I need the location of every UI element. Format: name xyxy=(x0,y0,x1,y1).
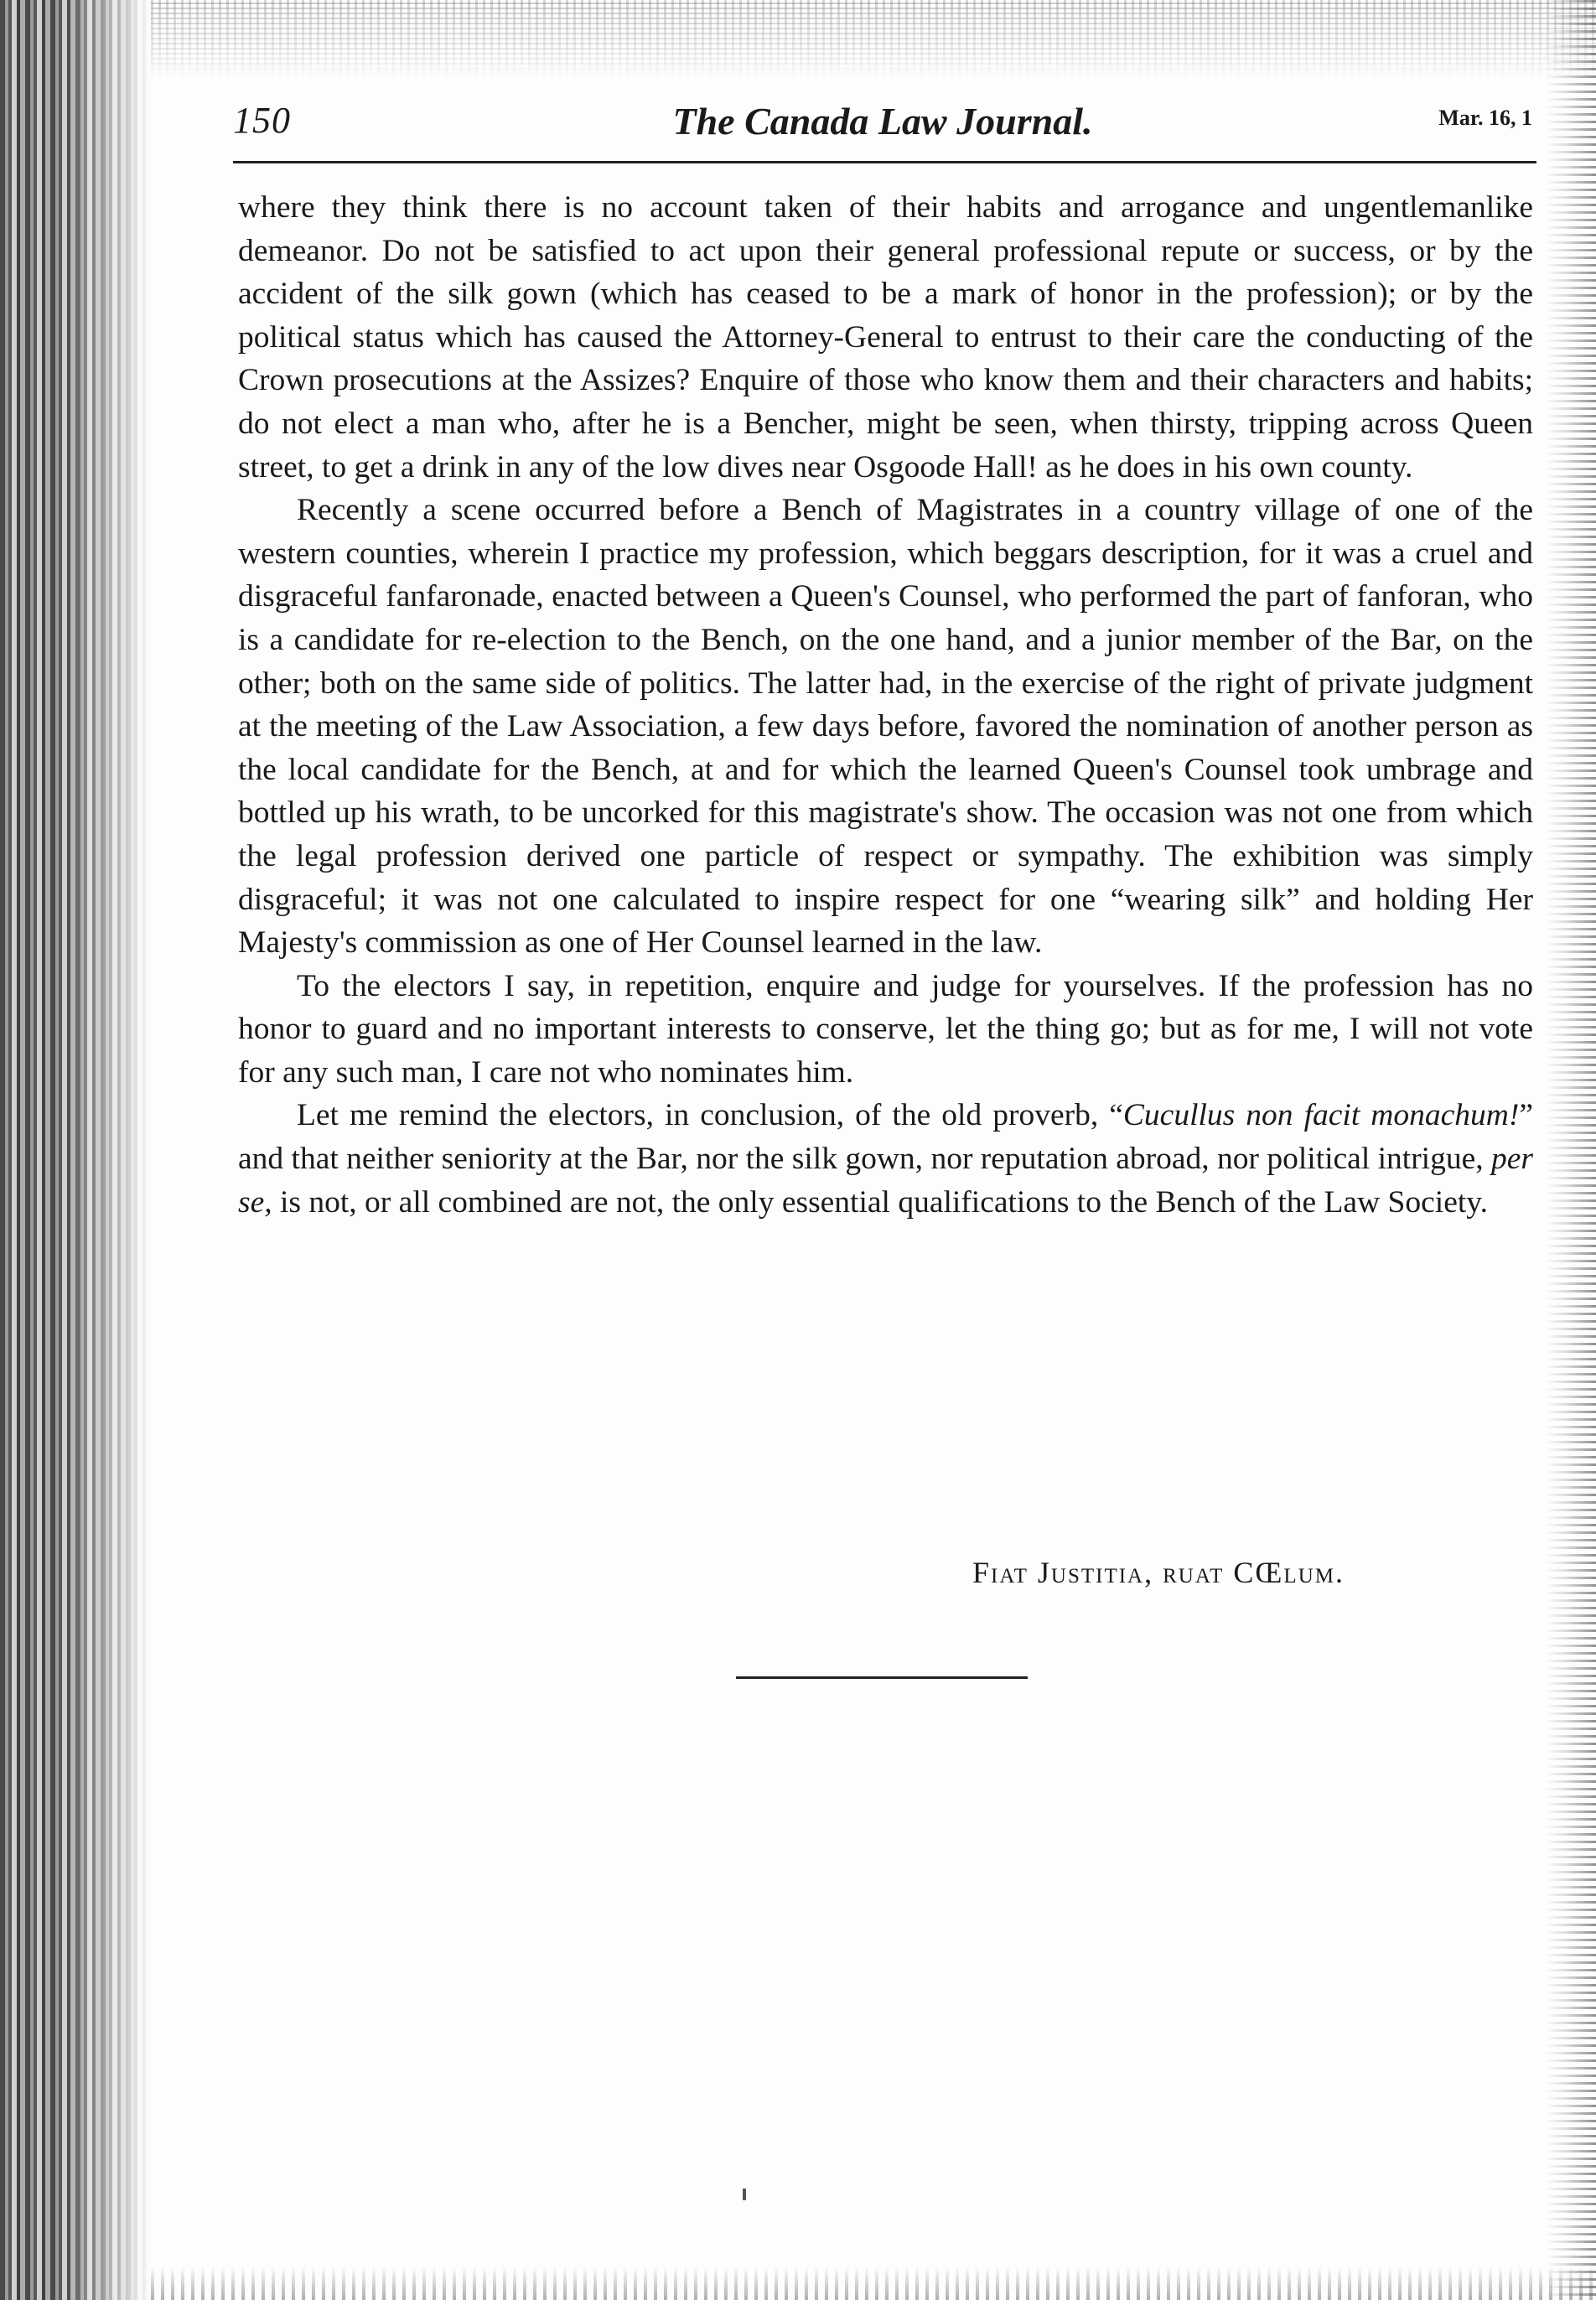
header-rule xyxy=(233,161,1536,163)
paragraph-2: Recently a scene occurred before a Bench of Magistrates in a country village of one of the western counties, wherein I practice my profession, which beggars description, for it was a cruel and disgraceful fanfaronade, enacted between a Queen's Counsel, who performed the part of fanforan, who is a candidate for re-election to the Bench, on the one hand, and a junior member of the Bar, on the other; both on the same side of politics. The latter had, in the exercise of the right of private judgment at the meeting of the Law Association, a few days before, favored the nomination of another person as the local candidate for the Bench, at and for which the learned Queen's Counsel took umbrage and bottled up his wrath, to be uncorked for this magistrate's show. The occasion was not one from which the legal profession derived one particle of respect or sympathy. The exhibition was simply disgraceful; it was not one calculated to inspire respect for one “wearing silk” and holding Her Majesty's commission as one of Her Counsel learned in the law. xyxy=(238,493,1533,961)
latin-proverb: Cucullus non facit monachum! xyxy=(1122,1098,1520,1133)
paragraph-1: where they think there is no account taken of their habits and arrogance and ungentlemanlike demeanor. Do not be satisfied to act upon their general professional repute or success, or by the accident of the silk gown (which has ceased to be a mark of honor in the profession); or by the political status which has caused the Attorney-General to entrust to their care the conducting of the Crown prosecutions at the Assizes? Enquire of those who know them and their characters and habits; do not elect a man who, after he is a Bencher, might be seen, when thirsty, tripping across Queen street, to get a drink in any of the low dives near Osgoode Hall! as he does in his own county. xyxy=(238,190,1533,484)
scan-noise-bottom xyxy=(151,2266,1596,2300)
page-number: 150 xyxy=(233,100,291,141)
paragraph-3: To the electors I say, in repetition, enquire and judge for yourselves. If the profession has no honor to guard and no important interests to conserve, let the thing go; but as for me, I will not vote for any such man, I care not who nominates him. xyxy=(238,968,1533,1090)
signature-text: Fiat Justitia, ruat CŒlum. xyxy=(972,1556,1345,1589)
paragraph-4 xyxy=(238,1094,1533,1224)
signature xyxy=(972,1555,1509,1590)
paragraph-4-ending: is not, or all combined are not, the only essential qualifications to the Bench of the Law Society. xyxy=(272,1184,1488,1220)
journal-title: The Canada Law Journal. xyxy=(672,100,1093,142)
end-rule xyxy=(736,1676,1028,1679)
paragraph-4-middle: ” and that neither seniority at the Bar, nor the silk gown, nor reputation abroad, nor political intrigue, xyxy=(238,1098,1533,1177)
book-spine-shadow xyxy=(0,0,151,2300)
scan-noise-top xyxy=(151,0,1596,80)
header-date: Mar. 16, 1 xyxy=(1438,106,1532,130)
stray-ink-mark xyxy=(743,2189,746,2200)
per-se-italic: per se, xyxy=(238,1142,1533,1220)
running-header xyxy=(233,99,1532,149)
article-body xyxy=(238,186,1533,1224)
paragraph-4-intro: Let me remind the electors, in conclusion, of the old proverb, “ xyxy=(297,1098,1123,1133)
scan-noise-right xyxy=(1546,0,1596,2300)
